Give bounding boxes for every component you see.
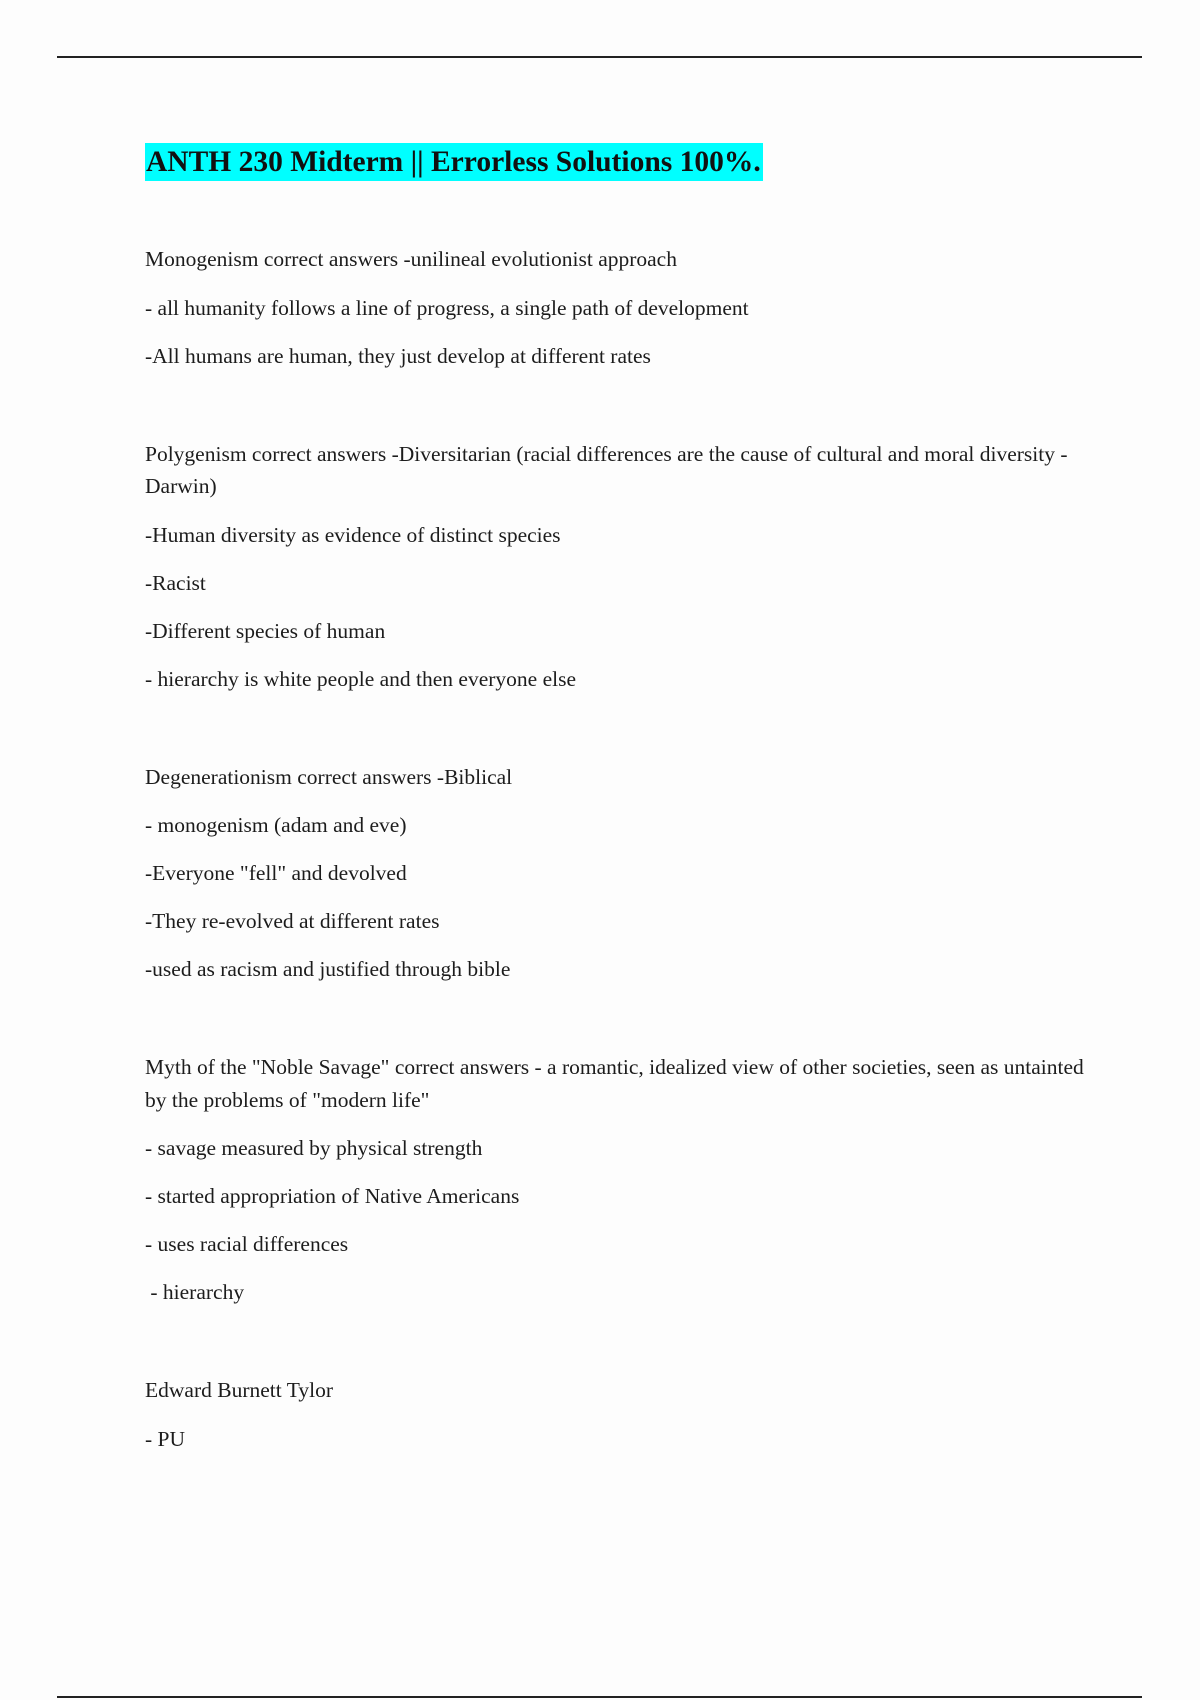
answer-line: -Different species of human <box>145 618 386 643</box>
header-rule <box>57 56 1142 58</box>
answer-line: - started appropriation of Native Americans <box>145 1184 520 1208</box>
term-heading: Myth of the "Noble Savage" correct answers - a romantic, idealized view of other societies, seen as untainted by the problems of "modern life" <box>145 1055 1084 1112</box>
section-monogenism <box>145 243 1085 372</box>
answer-line: -They re-evolved at different rates <box>145 909 440 933</box>
answer-line: - PU <box>145 1426 186 1451</box>
answer-line: -Human diversity as evidence of distinct species <box>145 522 561 547</box>
answer-line: - monogenism (adam and eve) <box>145 813 407 837</box>
answer-line: -Racist <box>145 570 206 595</box>
section-tylor <box>145 1374 1085 1455</box>
term-heading: Polygenism correct answers -Diversitarian (racial differences are the cause of cultural and moral diversity - Darwin) <box>145 441 1068 498</box>
section-polygenism <box>145 438 1085 695</box>
term-heading: Monogenism correct answers -unilineal evolutionist approach <box>145 247 677 271</box>
answer-line: - all humanity follows a line of progress, a single path of development <box>145 295 749 320</box>
section-degenerationism <box>145 761 1085 986</box>
footer-rule <box>57 1696 1142 1698</box>
document-body <box>145 143 1085 1471</box>
answer-line: - savage measured by physical strength <box>145 1136 483 1160</box>
answer-line: - hierarchy is white people and then everyone else <box>145 666 577 691</box>
answer-line: - hierarchy <box>145 1280 245 1304</box>
document-title: ANTH 230 Midterm || Errorless Solutions 100%. <box>145 143 763 181</box>
section-noble-savage <box>145 1051 1085 1308</box>
answer-line: -All humans are human, they just develop at different rates <box>145 343 651 368</box>
answer-line: -used as racism and justified through bible <box>145 957 511 981</box>
term-heading: Edward Burnett Tylor <box>145 1378 333 1402</box>
answer-line: -Everyone "fell" and devolved <box>145 861 407 885</box>
answer-line: - uses racial differences <box>145 1232 349 1256</box>
term-heading: Degenerationism correct answers -Biblical <box>145 764 513 789</box>
